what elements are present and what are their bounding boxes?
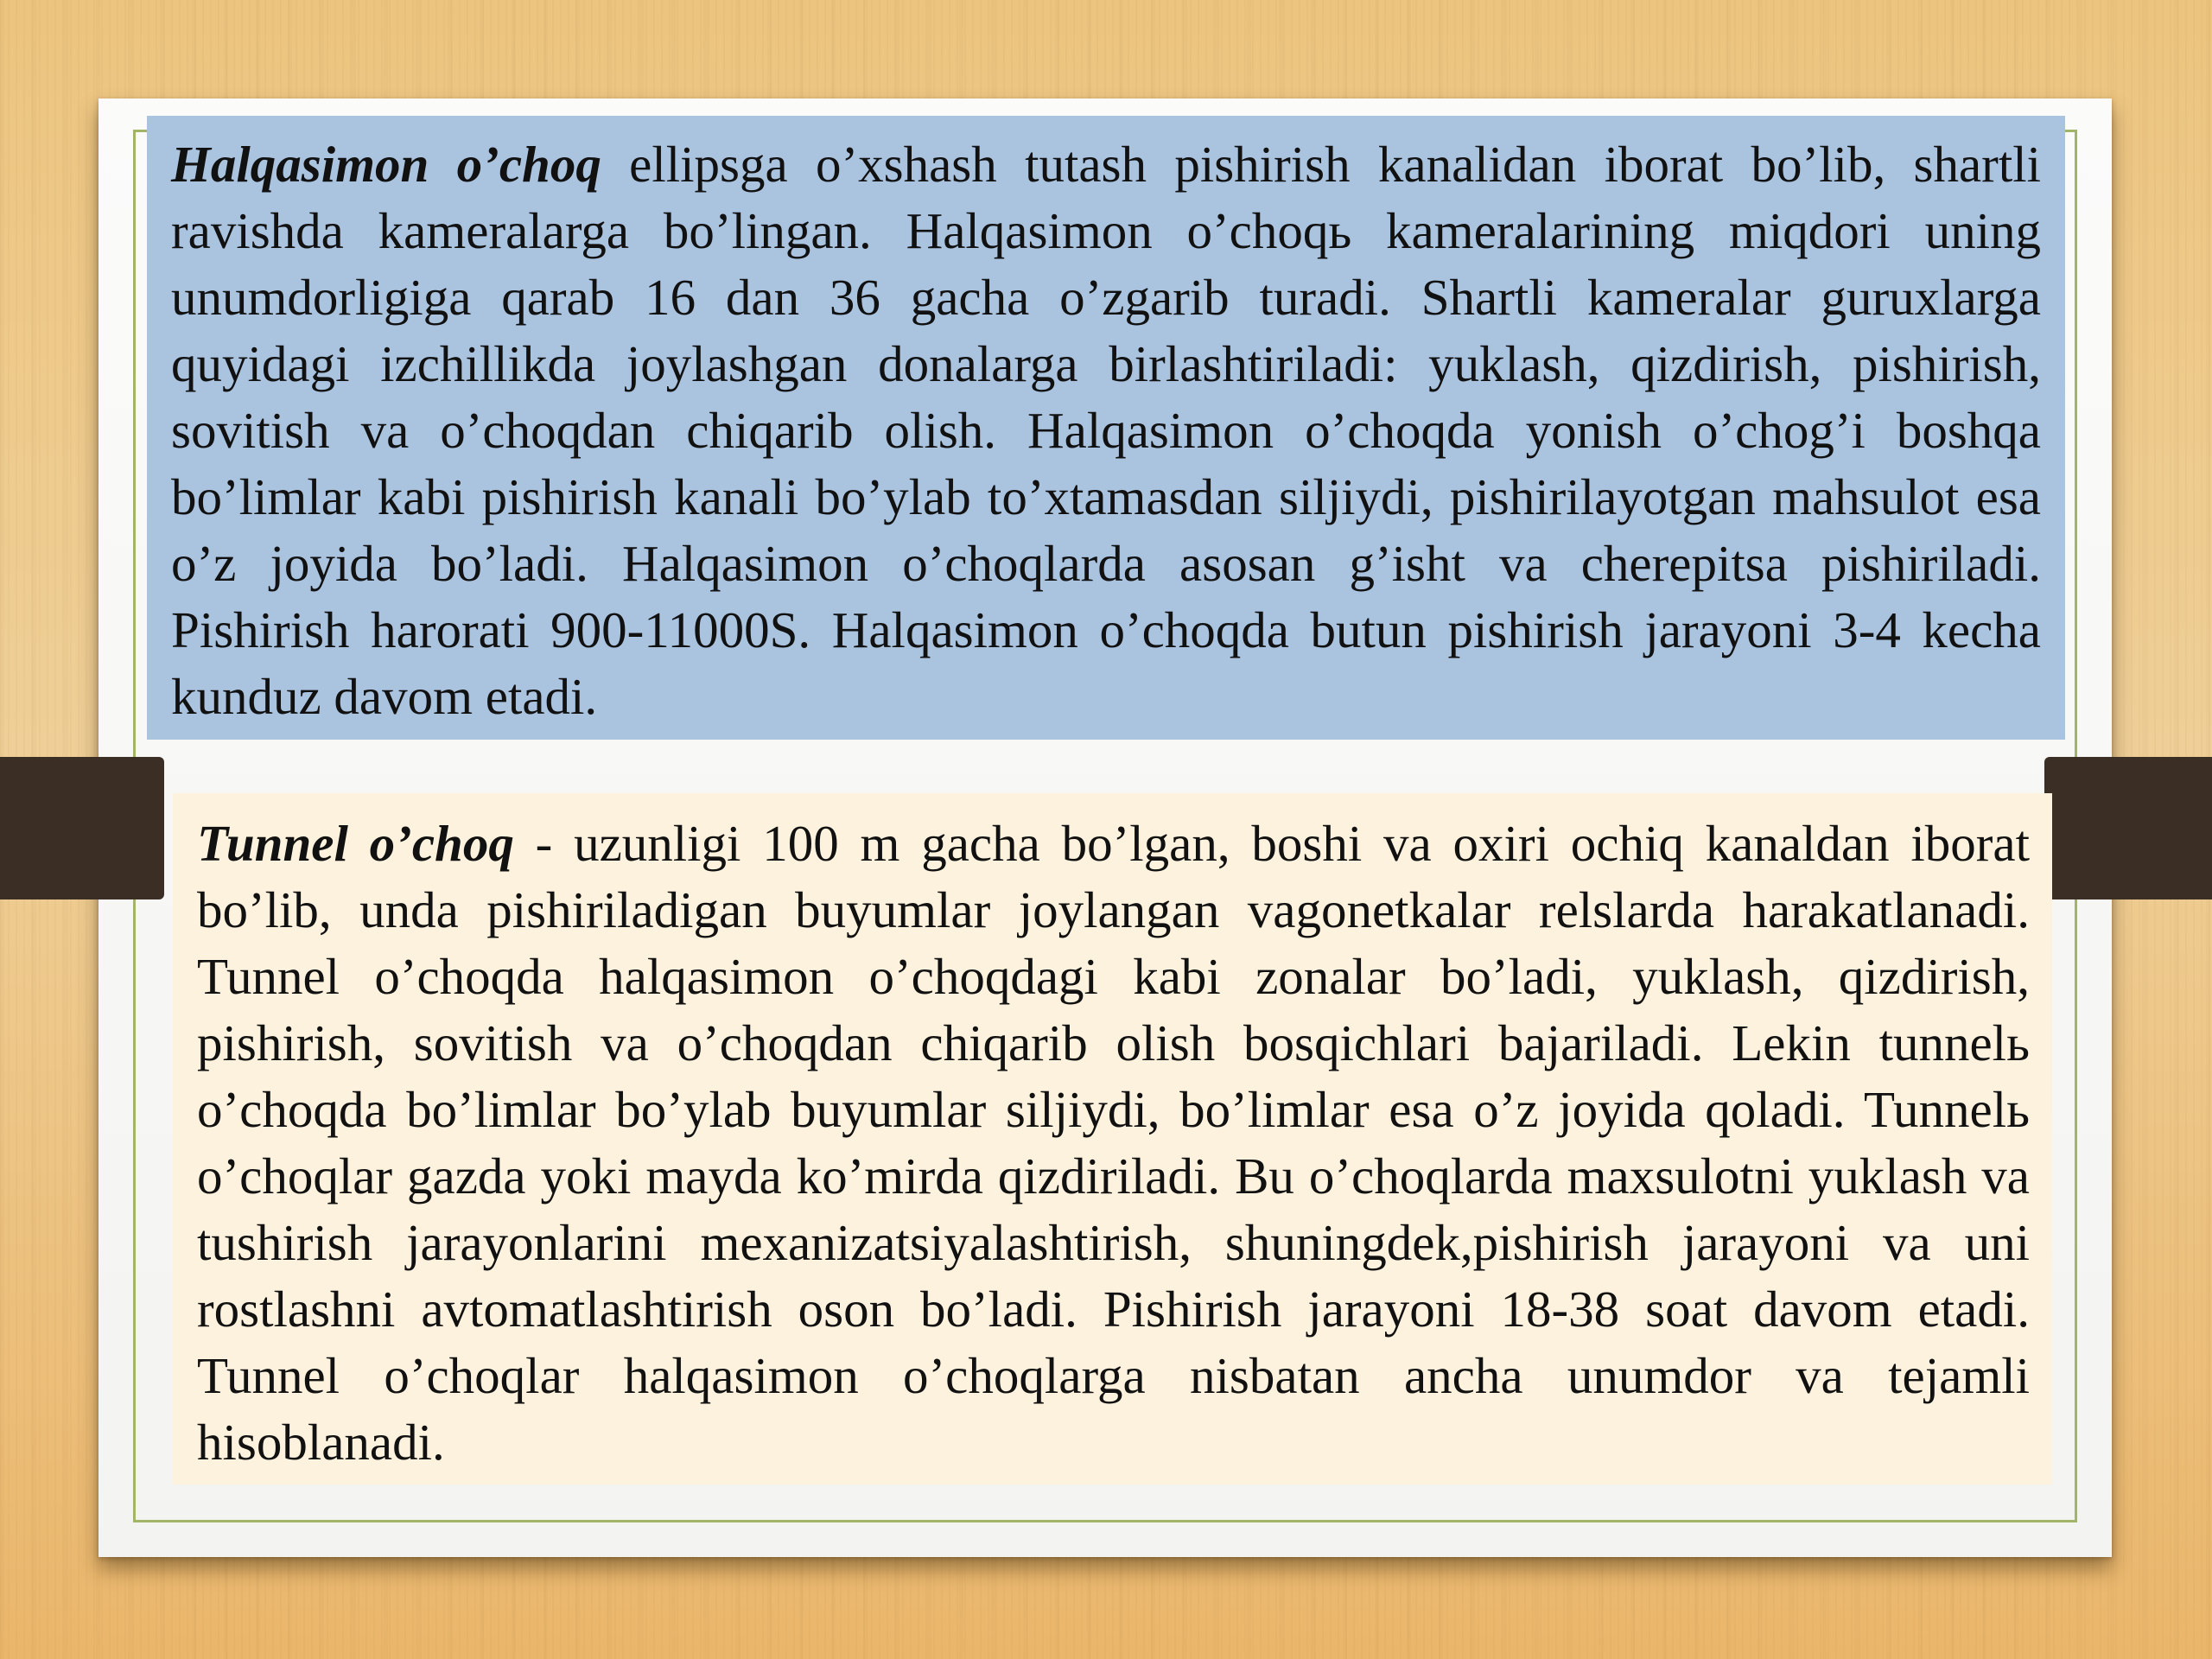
halqasimon-description: ellipsga o’xshash tutash pishirish kanalidan iborat bo’lib, shartli ravishda kameralarga bo’lingan. Halqasimon o’choqь kameralarining miqdori uning unumdorligiga qarab 16 dan 36 gacha o’zgarib turadi. Shartli kameralar guruxlarga quyidagi izchillikda joylashgan donalarga birlashtiriladi: yuklash, qizdirish, pishirish, sovitish va o’choqdan chiqarib olish. Halqasimon o’choqda yonish o’chog’i boshqa bo’limlar kabi pishirish kanali bo’ylab to’xtamasdan siljiydi, pishirilayotgan mahsulot esa o’z joyida bo’ladi. Halqasimon o’choqlarda asosan g’isht va cherepitsa pishiriladi. Pishirish harorati 900-11000S. Halqasimon o’choqda butun pishirish jarayoni 3-4 kecha kunduz davom etadi. bbox=[171, 136, 2041, 725]
tunnel-text-box bbox=[173, 793, 2052, 1484]
halqasimon-text-box bbox=[147, 116, 2065, 740]
halqasimon-paragraph bbox=[171, 131, 2041, 730]
tunnel-term: Tunnel o’choq bbox=[197, 815, 514, 872]
left-strap-band bbox=[0, 757, 164, 899]
tunnel-description: - uzunligi 100 m gacha bo’lgan, boshi va oxiri ochiq kanaldan iborat bo’lib, unda pishiriladigan buyumlar joylangan vagonetkalar relslarda harakatlanadi. Tunnel o’choqda halqasimon o’choqdagi kabi zonalar bo’ladi, yuklash, qizdirish, pishirish, sovitish va o’choqdan chiqarib olish bosqichlari bajariladi. Lekin tunnelь o’choqda bo’limlar bo’ylab buyumlar siljiydi, bo’limlar esa o’z joyida qoladi. Tunnelь o’choqlar gazda yoki mayda ko’mirda qizdiriladi. Bu o’choqlarda maxsulotni yuklash va tushirish jarayonlarini mexanizatsiyalashtirish, shuningdek,pishirish jarayoni va uni rostlashni avtomatlashtirish oson bo’ladi. Pishirish jarayoni 18-38 soat davom etadi. Tunnel o’choqlar halqasimon o’choqlarga nisbatan ancha unumdor va tejamli hisoblanadi. bbox=[197, 815, 2031, 1471]
right-strap-band bbox=[2044, 757, 2212, 899]
halqasimon-term: Halqasimon o’choq bbox=[171, 136, 601, 193]
tunnel-paragraph bbox=[197, 810, 2030, 1476]
